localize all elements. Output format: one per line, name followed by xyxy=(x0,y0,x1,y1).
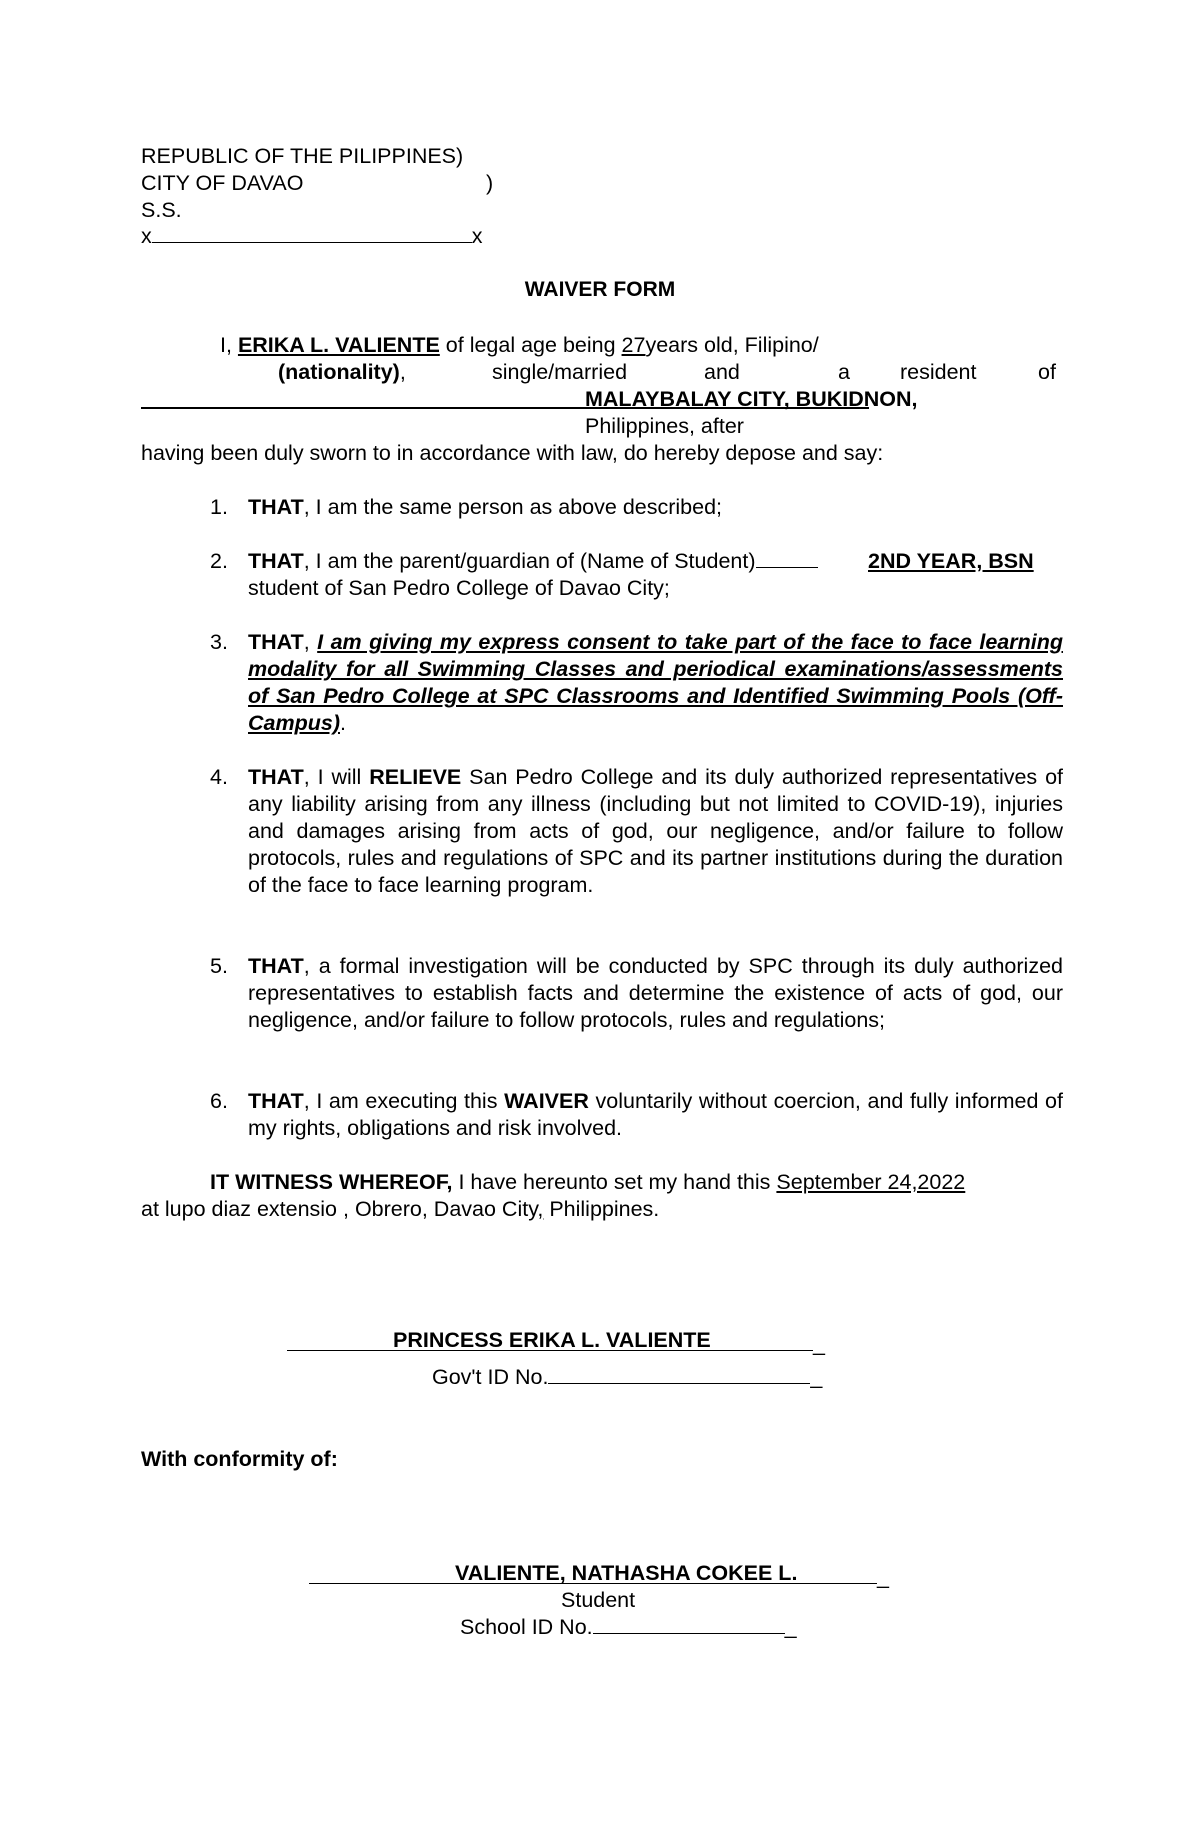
item-4-relieve: RELIEVE xyxy=(369,765,462,789)
page-title: WAIVER FORM xyxy=(524,278,676,301)
caption-republic: REPUBLIC OF THE PILIPPINES) xyxy=(141,144,464,168)
signature-2-id xyxy=(460,1614,797,1641)
signature-2-name: VALIENTE, NATHASHA COKEE L. xyxy=(455,1561,798,1585)
item-3-that: THAT xyxy=(248,630,304,654)
witness-place: at lupo diaz extensio , Obrero, Davao City xyxy=(141,1197,538,1221)
item-3-comma: , xyxy=(303,630,310,654)
intro-resident: resident xyxy=(900,360,977,384)
nationality-comma: , xyxy=(399,360,406,384)
item-2-line-2: student of San Pedro College of Davao City; xyxy=(248,576,670,600)
intro-i: I, xyxy=(220,333,232,357)
signature-2-role: Student xyxy=(561,1588,636,1612)
witness-philippines: Philippines. xyxy=(549,1197,660,1221)
school-id-label: School ID No. xyxy=(460,1615,593,1639)
item-3-number: 3. xyxy=(210,630,228,654)
item-1-that: THAT xyxy=(248,495,304,519)
signature-1-name: PRINCESS ERIKA L. VALIENTE xyxy=(393,1328,711,1352)
caption-rule xyxy=(152,224,472,243)
caption-x-left: x xyxy=(141,224,152,248)
intro-a: a xyxy=(838,360,850,384)
item-2-line-1 xyxy=(248,548,818,575)
caption-ss: S.S. xyxy=(141,198,182,222)
item-4-text-b: San Pedro College and its duly authorized representatives of any liability arising from any illness (including but not limited to COVID-19), injuries and damages arising from acts of god, our negligence, and/or failure to follow protocols, rules and regulations of SPC and its partner institutions during the duration of the face to face learning program. xyxy=(248,765,1064,897)
item-5 xyxy=(248,953,1063,1034)
item-2-that: THAT xyxy=(248,549,304,573)
item-4-number: 4. xyxy=(210,765,228,789)
signature-2-trail: _ xyxy=(877,1565,889,1589)
school-id-trail: _ xyxy=(784,1615,797,1639)
gov-id-trail: _ xyxy=(810,1365,823,1389)
item-6-text-a: , I am executing this xyxy=(303,1089,498,1113)
consent-statement: I am giving my express consent to take part of the face to face learning modality for all Swimming Classes and periodical examinations/assessments of San Pedro College at SPC Classrooms and Identified Swimming Pools (Off-Campus) xyxy=(248,630,1063,735)
item-3-end: . xyxy=(339,711,346,735)
item-6-that: THAT xyxy=(248,1089,304,1113)
signature-1-trail: _ xyxy=(813,1332,825,1356)
item-4 xyxy=(248,764,1063,899)
intro-philippines-after: Philippines, after xyxy=(585,414,744,438)
item-2-text: , I am the parent/guardian of (Name of Student) xyxy=(303,549,756,573)
item-4-that: THAT xyxy=(248,765,304,789)
affiant-name: ERIKA L. VALIENTE xyxy=(237,333,440,357)
caption-city: CITY OF DAVAO xyxy=(141,171,304,195)
item-5-number: 5. xyxy=(210,954,228,978)
item-4-text-a: , I will xyxy=(303,765,362,789)
caption-city-paren: ) xyxy=(486,171,494,195)
witness-line-2 xyxy=(141,1196,659,1223)
caption-x-line xyxy=(141,223,483,250)
witness-date: September 24,2022 xyxy=(776,1170,966,1194)
nationality: (nationality) xyxy=(278,360,400,384)
intro-legal-age: of legal age being xyxy=(445,333,616,357)
intro-single-married: single/married xyxy=(492,360,628,384)
item-5-text: , a formal investigation will be conducted by SPC through its duly authorized representatives to establish facts and determine the existence of acts of god, our negligence, and/or failure to follow protocols, rules and regulations; xyxy=(248,954,1063,1032)
affiant-address: MALAYBALAY CITY, BUKIDNON, xyxy=(585,387,918,411)
intro-of: of xyxy=(1038,360,1056,384)
item-2-number: 2. xyxy=(210,549,228,573)
item-6-number: 6. xyxy=(210,1089,228,1113)
item-6-text-b: voluntarily without coercion, and fully informed of my rights, obligations and risk involved. xyxy=(248,1089,1063,1140)
item-1-number: 1. xyxy=(210,495,228,519)
signature-1-id xyxy=(432,1364,822,1391)
item-6 xyxy=(248,1088,1063,1142)
caption-x-right: x xyxy=(471,224,483,248)
student-name-blank xyxy=(756,549,818,568)
witness-lead: IT WITNESS WHEREOF, xyxy=(210,1170,453,1194)
gov-id-label: Gov't ID No. xyxy=(432,1365,549,1389)
item-5-that: THAT xyxy=(248,954,304,978)
student-year-course: 2ND YEAR, BSN xyxy=(868,549,1034,573)
conformity-label: With conformity of: xyxy=(141,1447,338,1471)
witness-text: I have hereunto set my hand this xyxy=(458,1170,771,1194)
affiant-age: 27 xyxy=(621,333,646,357)
gov-id-blank xyxy=(548,1365,810,1384)
intro-years-old: years old, Filipino/ xyxy=(645,333,819,357)
item-6-waiver: WAIVER xyxy=(504,1089,589,1113)
witness-comma: , xyxy=(537,1197,544,1221)
intro-nationality xyxy=(278,359,406,386)
item-1-text: , I am the same person as above described; xyxy=(303,495,723,519)
intro-and: and xyxy=(704,360,740,384)
school-id-blank xyxy=(593,1615,785,1634)
intro-sworn: having been duly sworn to in accordance with law, do hereby depose and say: xyxy=(141,441,884,465)
witness-line-1 xyxy=(210,1169,965,1196)
item-1 xyxy=(248,494,722,521)
intro-line-1 xyxy=(220,332,819,359)
item-3 xyxy=(248,629,1063,737)
